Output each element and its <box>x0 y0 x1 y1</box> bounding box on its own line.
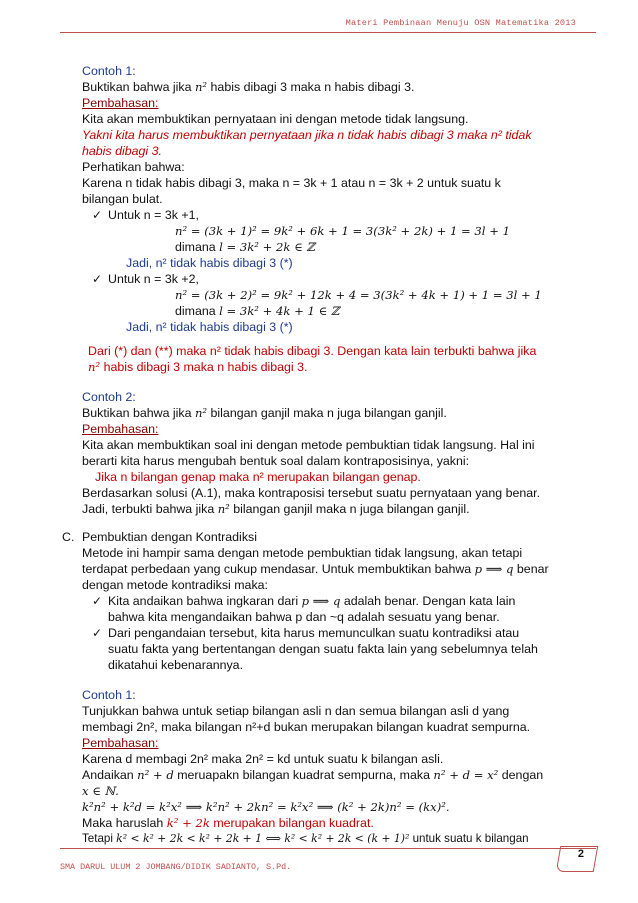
example-2-question: Buktikan bahwa jika n² bilangan ganjil maka n juga bilangan ganjil. <box>82 406 447 420</box>
case-item: ✓ Untuk n = 3k +1, <box>92 208 199 222</box>
page-header: Materi Pembinaan Menuju OSN Matematika 2013 <box>345 18 576 28</box>
bullet-continuation: bahwa kita mengandaikan bahwa p dan ~q adalah sesuatu yang benar. <box>108 610 500 624</box>
paragraph: Andaikan n² + d meruapakn bilangan kuadrat sempurna, maka n² + d = x² dengan <box>82 768 544 782</box>
example-2-title: Contoh 2: <box>82 390 136 404</box>
footer-rule <box>60 848 596 849</box>
case-conclusion: Jadi, n² tidak habis dibagi 3 (*) <box>126 320 293 334</box>
bullet-continuation: suatu fakta yang bertentangan dengan suatu fakta lain yang sebelumnya telah <box>108 642 538 656</box>
bullet-continuation: dikatahui kebenarannya. <box>108 658 244 672</box>
paragraph: berarti kita harus mengubah bentuk soal dalam kontraposisinya, yakni: <box>82 454 470 468</box>
highlight-statement: habis dibagi 3. <box>82 144 162 158</box>
equation: k²n² + k²d = k²x² ⟹ k²n² + 2kn² = k²x² ⟹ (k² + 2k)n² = (kx)². <box>82 800 450 814</box>
paragraph: bilangan bulat. <box>82 192 163 206</box>
bullet-item: ✓ Kita andaikan bahwa ingkaran dari p ⟹ q adalah benar. Dengan kata lain <box>92 594 516 608</box>
section-title: Pembuktian dengan Kontradiksi <box>82 530 257 544</box>
contrapositive-statement: Jika n bilangan genap maka n² merupakan bilangan genap. <box>95 470 421 484</box>
paragraph: Berdasarkan solusi (A.1), maka kontraposisi tersebut suatu pernyataan yang benar. <box>82 486 541 500</box>
paragraph: Jadi, terbukti bahwa jika n² bilangan ganjil maka n juga bilangan ganjil. <box>82 502 470 516</box>
paragraph: Tetapi k² < k² + 2k < k² + 2k + 1 ⟺ k² < k² + 2k < (k + 1)² untuk suatu k bilangan <box>82 832 529 845</box>
example-2-solution-label: Pembahasan: <box>82 422 159 436</box>
checkmark-icon: ✓ <box>92 626 103 640</box>
paragraph: Perhatikan bahwa: <box>82 160 185 174</box>
checkmark-icon: ✓ <box>92 272 103 286</box>
example-1-question: Buktikan bahwa jika n² habis dibagi 3 maka n habis dibagi 3. <box>82 80 415 94</box>
paragraph: Kita akan membuktikan pernyataan ini dengan metode tidak langsung. <box>82 112 469 126</box>
conclusion: n² habis dibagi 3 maka n habis dibagi 3. <box>88 360 308 374</box>
equation-note: dimana l = 3k² + 4k + 1 ∈ ℤ <box>175 304 340 318</box>
page-footer: SMA DARUL ULUM 2 JOMBANG/DIDIK SADIANTO, S.Pd. <box>60 862 292 872</box>
paragraph: Maka haruslah k² + 2k merupakan bilangan kuadrat. <box>82 816 374 830</box>
paragraph: Karena d membagi 2n² maka 2n² = kd untuk suatu k bilangan asli. <box>82 752 444 766</box>
paragraph: Kita akan membuktikan soal ini dengan metode pembuktian tidak langsung. Hal ini <box>82 438 535 452</box>
paragraph: Metode ini hampir sama dengan metode pembuktian tidak langsung, akan tetapi <box>82 546 523 560</box>
equation: x ∈ ℕ. <box>82 784 119 798</box>
example-3-question: Tunjukkan bahwa untuk setiap bilangan asli n dan semua bilangan asli d yang <box>82 704 510 718</box>
section-letter: C. <box>62 530 75 544</box>
equation: n² = (3k + 1)² = 9k² + 6k + 1 = 3(3k² + 2k) + 1 = 3l + 1 <box>175 224 510 238</box>
case-item: ✓ Untuk n = 3k +2, <box>92 272 199 286</box>
checkmark-icon: ✓ <box>92 594 103 608</box>
paragraph: dengan metode kontradiksi maka: <box>82 578 268 592</box>
header-rule <box>60 32 596 33</box>
equation: n² = (3k + 2)² = 9k² + 12k + 4 = 3(3k² + 4k + 1) + 1 = 3l + 1 <box>175 288 542 302</box>
example-1-title: Contoh 1: <box>82 64 136 78</box>
page-number: 2 <box>577 848 584 860</box>
example-3-question: membagi 2n², maka bilangan n²+d bukan merupakan bilangan kuadrat sempurna. <box>82 720 531 734</box>
example-3-title: Contoh 1: <box>82 688 136 702</box>
paragraph: terdapat perbedaan yang cukup mendasar. Untuk membuktikan bahwa p ⟹ q benar <box>82 562 549 576</box>
example-1-solution-label: Pembahasan: <box>82 96 159 110</box>
highlight-statement: Yakni kita harus membuktikan pernyataan jika n tidak habis dibagi 3 maka n² tidak <box>82 128 532 142</box>
equation-note: dimana l = 3k² + 2k ∈ ℤ <box>175 240 315 254</box>
conclusion: Dari (*) dan (**) maka n² tidak habis dibagi 3. Dengan kata lain terbukti bahwa jika <box>88 344 537 358</box>
checkmark-icon: ✓ <box>92 208 103 222</box>
case-conclusion: Jadi, n² tidak habis dibagi 3 (*) <box>126 256 293 270</box>
bullet-item: ✓ Dari pengandaian tersebut, kita harus memunculkan suatu kontradiksi atau <box>92 626 520 640</box>
paragraph: Karena n tidak habis dibagi 3, maka n = 3k + 1 atau n = 3k + 2 untuk suatu k <box>82 176 501 190</box>
example-3-solution-label: Pembahasan: <box>82 736 159 750</box>
